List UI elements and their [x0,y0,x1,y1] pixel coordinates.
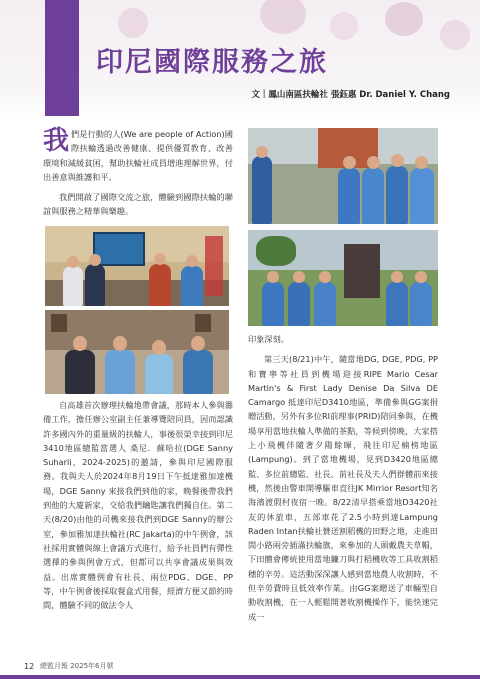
right-paragraph-1: 第三天(8/21)中午，隨當地DG, DGE, PDG, PP和寶寧等社員到機場迎接RIPE Mario Cesar Martin's & First Lady Denise Da Silva DE Camargo 抵達印尼D3410地區，準備參與GG案捐贈活動，另外有多位RI前理事(PRID)陪同參與，在機場享用當地扶輪人準備的茶點，等候到傍晚，大家搭上小飛機伴隨著夕陽餘暉，飛往印尼楠榜地區(Lampung)。到了當地機場，見到D3420地區總監、多位前總監、社長、前社長及夫人們群體前來接機，然後由警車開導驅車直往JK Mirrior Resort知名海濱渡假村夜宿一晚。8/22清早搭乘當地D3420社友的休旅車，五部車花了2.5小時到達Lampung Raden Intan扶輪社贊送割稻機的田野之地，走進田間小路兩旁插滿扶輪旗，來參加的人頭戴農夫草帽，下田體會傳統使用當地鐮刀與打稻機收等工具收割稻穗的辛勞。這活動深深讓人感到當地農人收割時，不但辛勞費時且低效率作業。由GG案贈送了車輛型自動收割機，在一人輕鬆開著收割機操作下，能快速完成一 [248,354,438,622]
flower-decoration [260,0,306,34]
page-number: 12 [24,662,35,671]
intro-block [43,127,233,219]
flower-decoration [385,2,423,36]
photo-meeting-room [45,226,229,306]
paragraph-3: 自高雄首次辦理扶輪地帶會議，那時本人參與籌備工作，擔任辦公室副主任兼導覽陪同員，因而認識許多國內外的重量級的扶輪人，事後很榮幸接到印尼3410地區總監當選人 桑尼．蘇哈拉(DGE Sanny Suharli，2024-2025)的邀請，參與印尼國際服務。我與夫人於2024年8月19日下午抵達雅加達機場，DGE Sanny 來接我們到他的家，晚餐後帶我們到他的大廈新家，交給我們鑰匙讓我們獨自住。第二天(8/20)由他的司機來接我們到DGE Sanny的辦公室，參加雅加達扶輪社(RC Jakarta)的中午例會，該社採用實體與線上會議方式進行，給予社員們有彈性選擇的參與例會方式，但都可以共享會議成果與效益。出席實體例會有社長、兩位PDG、DGE、PP等，中午例會後採取餐盒式用餐，經濟方便又節約時間，體驗不同的做法令人 [43,400,233,611]
photo-group-plaque [248,230,438,326]
lead-in-text: 印象深刻。 [248,334,289,344]
flower-decoration [440,20,470,50]
article-byline: 文｜鳳山南區扶輪社 張鈺惠 Dr. Daniel Y. Chang [251,90,450,100]
article-title: 印尼國際服務之旅 [96,47,328,78]
photo-outdoor-welcome [248,128,438,224]
flower-decoration [118,8,148,38]
right-main-text [248,332,438,624]
footer-accent-bar [0,675,480,679]
dropcap: 我 [43,126,70,156]
footer-publication: 總監月報 2025年6月號 [40,662,114,670]
page-footer [0,655,480,679]
intro-paragraph: 們是行動的人(We are people of Action)國際扶輪透過改善健康、提供優質教育、改善環境和減緩貧困，幫助扶輪社成員增進理解世界，付出善意與維護和平。 [43,129,233,182]
left-main-text [43,398,233,612]
paragraph-2: 我們開啟了國際交流之旅，體驗到國際扶輪的聯誼與服務之精華與樂趣。 [43,192,233,217]
photo-group-indoor [45,310,229,394]
accent-bar [45,0,79,116]
flower-decoration [330,12,358,40]
